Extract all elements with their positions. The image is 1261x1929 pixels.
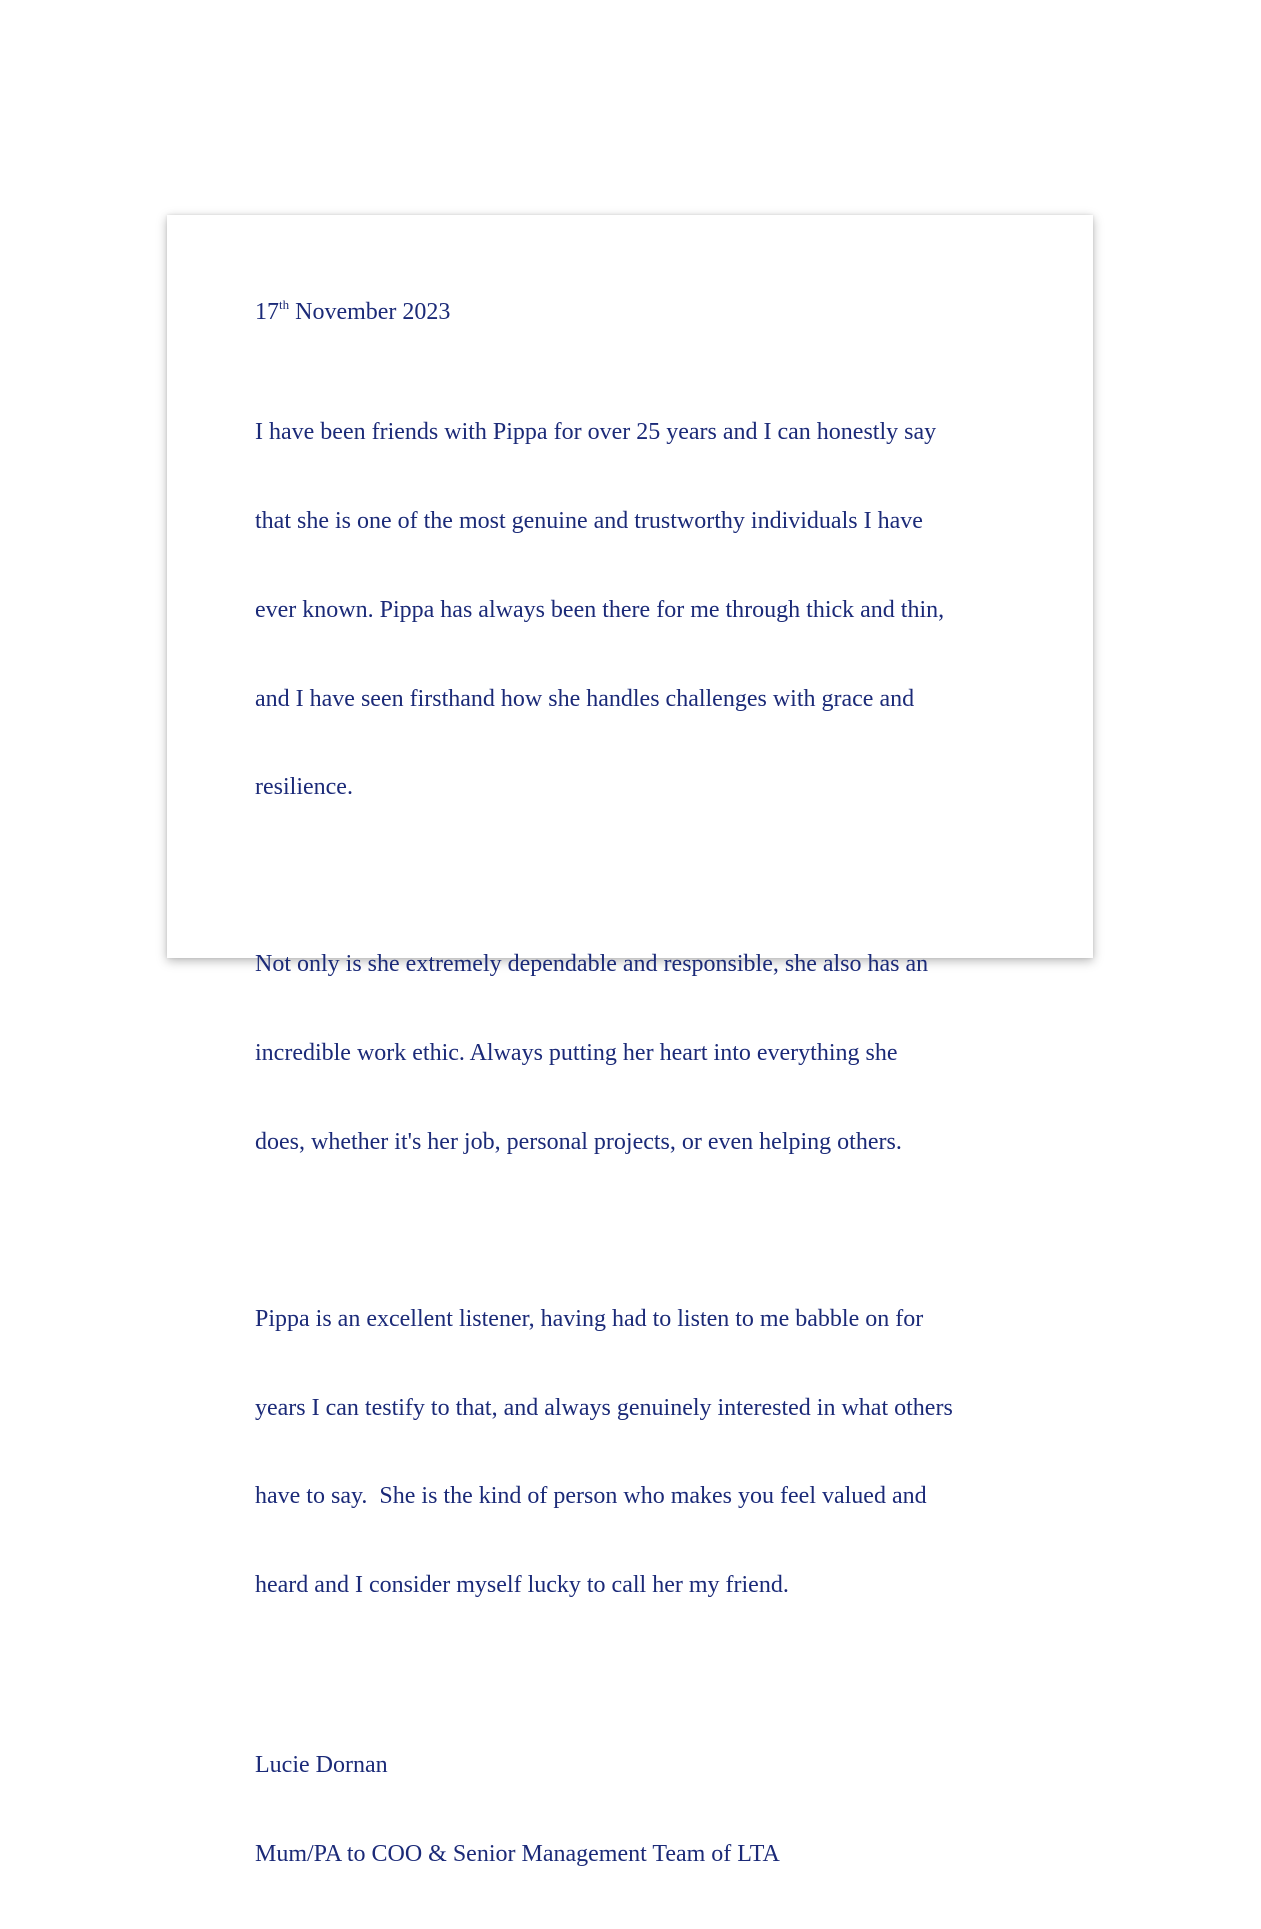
signature-title: Mum/PA to COO & Senior Management Team of LTA	[255, 1840, 780, 1867]
signature-block	[255, 1692, 1045, 1929]
text-line: does, whether it's her job, personal projects, or even helping others.	[255, 1128, 902, 1155]
signature-name: Lucie Dornan	[255, 1752, 388, 1779]
letter-date	[255, 297, 1045, 330]
text-line: ever known. Pippa has always been there for me through thick and thin,	[255, 596, 945, 623]
text-line: incredible work ethic. Always putting her heart into everything she	[255, 1040, 898, 1067]
text-line: resilience.	[255, 774, 353, 801]
date-day: 17	[255, 299, 279, 325]
paragraph-3	[255, 1246, 1045, 1660]
date-ordinal: th	[279, 297, 290, 312]
letter-body	[255, 297, 1045, 1929]
paragraph-1	[255, 359, 1045, 862]
date-month-year: November 2023	[289, 299, 451, 325]
text-line: Not only is she extremely dependable and responsible, she also has an	[255, 951, 929, 978]
paragraph-2	[255, 891, 1045, 1217]
text-line: I have been friends with Pippa for over 25 years and I can honestly say	[255, 419, 937, 446]
text-line: that she is one of the most genuine and trustworthy individuals I have	[255, 507, 923, 534]
text-line: and I have seen firsthand how she handles challenges with grace and	[255, 685, 915, 712]
text-line: years I can testify to that, and always genuinely interested in what others	[255, 1394, 953, 1421]
letter-page	[167, 215, 1093, 1867]
text-line: have to say. She is the kind of person who makes you feel valued and	[255, 1483, 927, 1510]
text-line: Pippa is an excellent listener, having had to listen to me babble on for	[255, 1305, 924, 1332]
text-line: heard and I consider myself lucky to call her my friend.	[255, 1572, 789, 1599]
